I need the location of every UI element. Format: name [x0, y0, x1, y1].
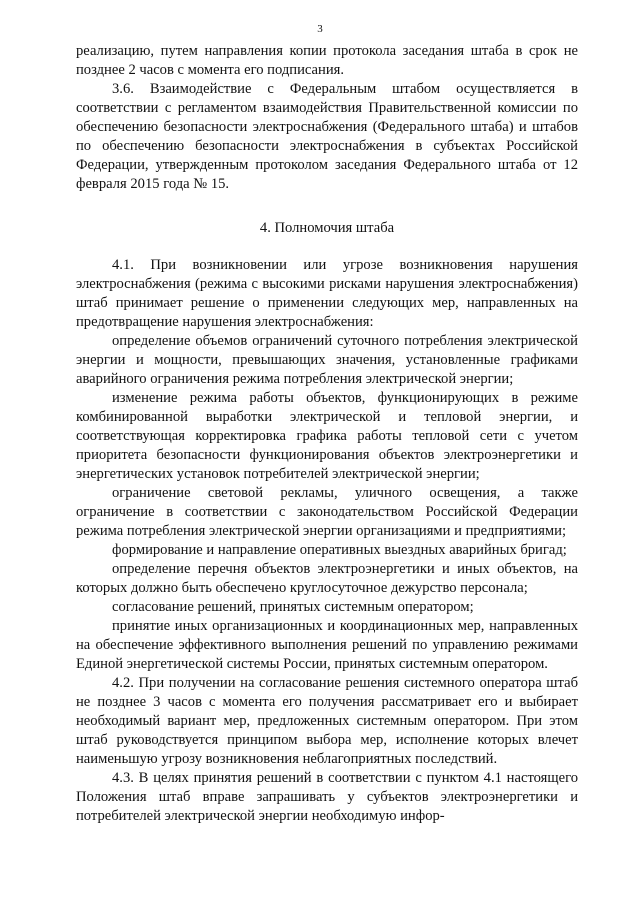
- section-heading: 4. Полномочия штаба: [259, 220, 395, 236]
- paragraph-3-6: 3.6. Взаимодействие с Федеральным штабом осуществляется в соответствии с регламентом взаимодействия Правительственной комиссии по обеспечению безопасности электроснабжения (Федерального штаба) и штабов по обеспечению безопасности электроснабжения в субъектах Российской Федерации, утвержденным протоколом заседания Федерального штаба от 12 февраля 2015 года № 15.: [76, 81, 578, 192]
- measure-item: ограничение световой рекламы, уличного освещения, а также ограничение в соответствии с законодательством Российской Федерации режима потребления электрической энергии организациями и предприятиями;: [76, 485, 578, 539]
- continuation-paragraph: реализацию, путем направления копии протокола заседания штаба в срок не позднее 2 часов с момента его подписания.: [76, 43, 578, 78]
- paragraph-4-1: 4.1. При возникновении или угрозе возникновения нарушения электроснабжения (режима с высокими рисками нарушения электроснабжения) штаб принимает решение о применении следующих мер, направленных на предотвращение нарушения электроснабжения:: [76, 257, 578, 330]
- document-body: [76, 42, 578, 826]
- paragraph-4-2: 4.2. При получении на согласование решения системного оператора штаб не позднее 3 часов с момента его получения рассматривает его и выбирает необходимый вариант мер, предложенных системным оператором. При этом штаб руководствуется принципом выбора мер, исполнение которых влечет наименьшую угрозу возникновения неблагоприятных последствий.: [76, 675, 578, 767]
- measure-item: принятие иных организационных и координационных мер, направленных на обеспечение эффективного выполнения решений по управлению режимами Единой энергетической системы России, принятых системным оператором.: [76, 618, 578, 672]
- paragraph-4-3: 4.3. В целях принятия решений в соответствии с пунктом 4.1 настоящего Положения штаб вправе запрашивать у субъектов электроэнергетики и потребителей электрической энергии необходимую инфор-: [76, 770, 578, 824]
- measure-item: определение объемов ограничений суточного потребления электрической энергии и мощности, превышающих значения, установленные графиками аварийного ограничения режима потребления электрической энергии;: [76, 333, 578, 387]
- measure-item: формирование и направление оперативных выездных аварийных бригад;: [112, 542, 567, 558]
- measure-item: согласование решений, принятых системным оператором;: [112, 599, 474, 615]
- page-number: 3: [317, 23, 323, 35]
- measure-item: изменение режима работы объектов, функционирующих в режиме комбинированной выработки электрической и тепловой энергии, и соответствующая корректировка графика работы тепловой сети с учетом приоритета безопасности функционирования объектов электроэнергетики и энергетических установок потребителей электрической энергии;: [76, 390, 578, 482]
- measure-item: определение перечня объектов электроэнергетики и иных объектов, на которых должно быть обеспечено круглосуточное дежурство персонала;: [76, 561, 578, 596]
